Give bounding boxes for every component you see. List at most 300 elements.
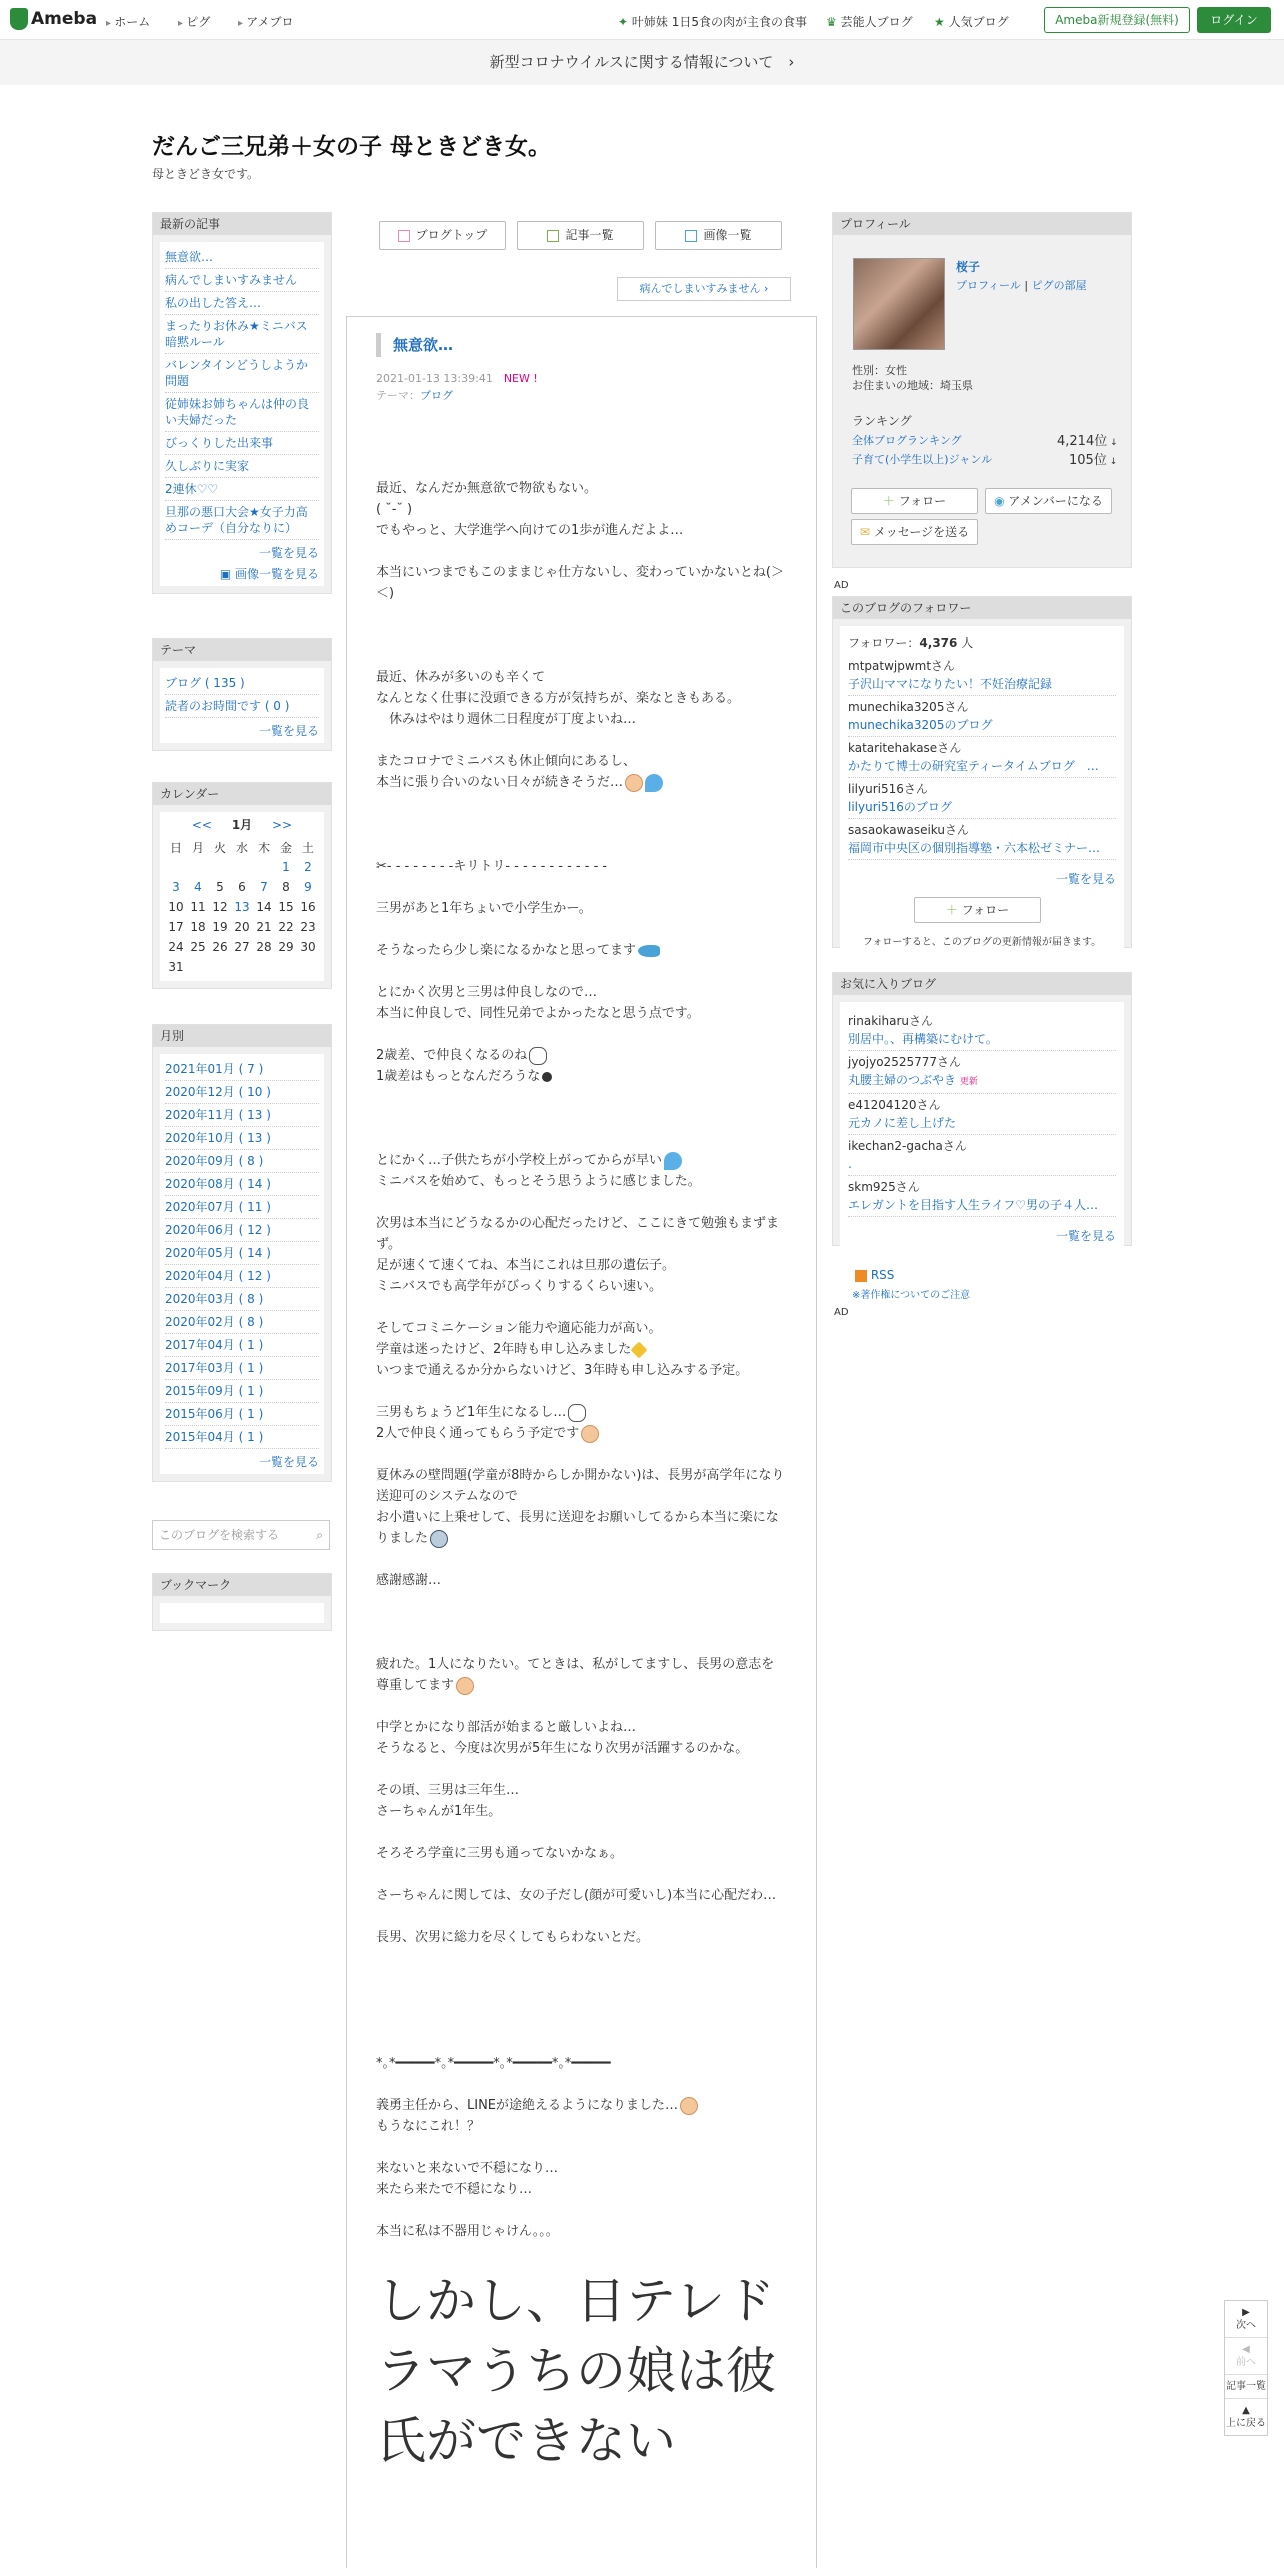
recent-more-link[interactable]: 一覧を見る [258, 546, 319, 560]
follower-blog-link[interactable]: lilyuri516のブログ [848, 800, 952, 814]
recent-post-link[interactable]: 私の出した答え… [165, 292, 319, 315]
tab-article-list[interactable]: 記事一覧 [517, 221, 644, 250]
calendar-body [160, 812, 324, 981]
article-text: 中学とかになり部活が始まると厳しいよね… [376, 1720, 637, 1735]
calendar-day [209, 857, 231, 877]
favorite-blog-link[interactable]: 別居中。、再構築にむけて。 [848, 1032, 998, 1046]
article-text: 最近、休みが多いのも辛くて [376, 670, 546, 685]
followers-more-link[interactable]: 一覧を見る [1055, 872, 1116, 886]
article-line [376, 2116, 786, 2137]
calendar-day: 14 [256, 900, 272, 914]
calendar-day: 20 [234, 920, 250, 934]
follower-blog-link[interactable]: 福岡市中央区の個別指導塾・六本松ゼミナー… [848, 841, 1101, 855]
calendar-weekday: 火 [213, 840, 226, 855]
article-line [376, 1801, 786, 1822]
article-paragraph [376, 625, 786, 646]
follower-row: mtpatwjpwmtさん 子沢山ママになりたい！不妊治療記録 [848, 655, 1116, 696]
play-icon: ▶ [1242, 2307, 1250, 2318]
follow-button[interactable]: ＋ フォロー [851, 488, 978, 514]
calendar-day [187, 857, 209, 877]
article-paragraph [376, 1969, 786, 1990]
article-text: そろそろ学童に三男も通ってないかなぁ。 [376, 1846, 624, 1861]
tab-blog-top[interactable]: ブログトップ [379, 221, 506, 250]
camera-icon [685, 230, 697, 242]
rss-icon [855, 1270, 867, 1282]
article-line [376, 2221, 786, 2242]
calendar-day[interactable]: 7 [260, 880, 268, 894]
calendar-day [231, 957, 253, 977]
follow-note: フォローすると、このブログの更新情報が届きます。 [862, 937, 1102, 948]
article-line [376, 1045, 786, 1066]
paw-emoji-icon [542, 1072, 552, 1082]
recent-post-link[interactable]: バレンタインどうしようか問題 [165, 354, 319, 393]
calendar-day: 12 [212, 900, 228, 914]
article-text: ( ˘-˘ ) [376, 502, 413, 517]
calendar-day: 25 [190, 940, 206, 954]
article-line [376, 1108, 786, 1129]
article-text: 本当に私は不器用じゃけん。。。 [376, 2224, 559, 2239]
recent-post-link[interactable]: 無意欲… [165, 246, 319, 269]
favorite-blog-link[interactable]: 丸腰主婦のつぶやき 更新 [848, 1073, 978, 1087]
article-text: ミニバスでも高学年がびっくりするくらい速い。 [376, 1279, 663, 1294]
monthly-more-link[interactable]: 一覧を見る [258, 1455, 319, 1469]
profile-link[interactable]: プロフィール [956, 279, 1021, 292]
article-paragraph [376, 1570, 786, 1591]
calendar-day: 27 [234, 940, 250, 954]
favorite-row: rinakiharuさん 別居中。、再構築にむけて。 [848, 1010, 1116, 1051]
prev-post-button[interactable]: ◀ 前へ [1225, 2338, 1267, 2375]
article-line [376, 1276, 786, 1297]
follower-row: sasaokawaseikuさん 福岡市中央区の個別指導塾・六本松ゼミナー… [848, 819, 1116, 860]
article-text: とにかく…子供たちが小学校上がってからが早い [376, 1153, 663, 1168]
copyright-note-link[interactable]: ※著作権についてのご注意 [852, 1290, 971, 1301]
article-line [376, 2095, 786, 2116]
profile-links: プロフィール | ピグの部屋 [956, 279, 1087, 292]
cat-emoji-icon [568, 1404, 586, 1422]
nav-ameblo[interactable]: ▸ アメブロ [238, 13, 293, 30]
monthly-link[interactable]: 2017年03月 ( 1 ) [165, 1357, 319, 1380]
chevron-right-icon: › [773, 53, 795, 71]
calendar-grid [165, 837, 319, 977]
article-text: 感謝感謝… [376, 1573, 442, 1588]
favorite-row: jyojyo2525777さん 丸腰主婦のつぶやき 更新 [848, 1051, 1116, 1094]
theme-list [160, 668, 324, 743]
article-text: 2歳差、で仲良くなるのね [376, 1048, 528, 1063]
article-line [376, 1570, 786, 1591]
article-line [376, 1255, 786, 1276]
bookmark-body [160, 1603, 324, 1623]
list-icon [547, 230, 559, 242]
arrow-down-icon: ↓ [1107, 438, 1118, 448]
article-line [376, 1465, 786, 1507]
article-text: 足が速くて速くてね、本当にこれは旦那の遺伝子。 [376, 1258, 676, 1273]
article-paragraph [376, 2221, 786, 2242]
recent-post-link[interactable]: 久しぶりに実家 [165, 455, 319, 478]
calendar-day: 17 [168, 920, 184, 934]
article-paragraph [376, 898, 786, 919]
calendar-prev-link[interactable]: << [191, 818, 212, 832]
article-text: もうなにこれ！？ [376, 2119, 481, 2134]
updated-badge: 更新 [959, 1077, 978, 1087]
article-paragraph [376, 1150, 786, 1192]
profile-gender: 性別：女性 [852, 364, 907, 377]
favorite-blogs-box [832, 972, 1132, 1246]
article-line [376, 1003, 786, 1024]
drop-emoji-icon [664, 1152, 682, 1170]
article-line [376, 814, 786, 835]
article-text: 学童は迷ったけど、2年時も申し込みました [376, 1342, 632, 1357]
follower-row: lilyuri516さん lilyuri516のブログ [848, 778, 1116, 819]
article-line [376, 625, 786, 646]
article-text: 夏休みの壁問題(学童が8時からしか開かない)は、長男が高学年になり送迎可のシステムなので [376, 1468, 785, 1504]
new-badge: NEW ! [503, 372, 538, 385]
face-emoji-icon [680, 2097, 698, 2115]
article-text: 三男もちょうど1年生になるし… [376, 1405, 567, 1420]
image-icon: ▣ [219, 567, 235, 581]
article-paragraph [376, 1465, 786, 1549]
profile-avatar[interactable] [853, 258, 945, 350]
article-line [376, 2158, 786, 2179]
calendar-weekday: 日 [169, 840, 182, 855]
calendar-day: 15 [278, 900, 294, 914]
article-line [376, 856, 786, 877]
article-paragraph [376, 1213, 786, 1297]
cat-emoji-icon [529, 1047, 547, 1065]
article-text: ミニバスを始めて、もっとそう思うように感じました。 [376, 1174, 701, 1189]
article-paragraph [376, 2053, 786, 2074]
article-list-button[interactable]: 記事一覧 [1225, 2375, 1267, 2399]
theme-link[interactable]: ブログ ( 135 ) [165, 672, 319, 695]
calendar-day [187, 957, 209, 977]
article-text: さーちゃんに関しては、女の子だし(顔が可愛いし)本当に心配だわ… [376, 1888, 777, 1903]
article-line [376, 520, 786, 541]
calendar-day: 24 [168, 940, 184, 954]
calendar-day: 29 [278, 940, 294, 954]
article-text: とにかく次男と三男は仲良しなので… [376, 985, 598, 1000]
article-text: 来ないと来ないで不穏になり… [376, 2161, 559, 2176]
recent-post-link[interactable]: びっくりした出来事 [165, 432, 319, 455]
article-paragraph [376, 814, 786, 835]
article-line [376, 1780, 786, 1801]
send-message-button[interactable]: ✉ メッセージを送る [851, 519, 978, 545]
register-button[interactable]: Ameba新規登録(無料) [1044, 7, 1190, 33]
login-button[interactable]: ログイン [1197, 7, 1271, 33]
article-line [376, 940, 786, 961]
blog-description: 母ときどき女です。 [152, 167, 260, 181]
article-paragraph [376, 562, 786, 604]
face-emoji-icon [625, 774, 643, 792]
ghost-emoji-icon [430, 1530, 448, 1548]
ranking-genre-value: 105位 ↓ [1069, 453, 1118, 468]
trend-link[interactable]: ✦ 叶姉妹 1日5食の肉が主食の食事 [618, 15, 807, 29]
calendar-day: 19 [212, 920, 228, 934]
monthly-link[interactable]: 2020年06月 ( 12 ) [165, 1219, 319, 1242]
calendar-day [253, 857, 275, 877]
article-paragraph [376, 2095, 786, 2137]
home-icon [398, 230, 410, 242]
calendar-day: 6 [238, 880, 246, 894]
monthly-link[interactable]: 2020年12月 ( 10 ) [165, 1081, 319, 1104]
article-text: そうなったら少し楽になるかなと思ってます [376, 943, 637, 958]
article-title[interactable]: 無意欲… [376, 333, 453, 357]
back-to-top-button[interactable]: ▲ 上に戻る [1226, 2405, 1266, 2429]
recent-post-link[interactable]: 旦那の悪口大会★女子力高めコーデ（自分なりに） [165, 501, 319, 540]
article-paragraph [376, 1843, 786, 1864]
article-text: そしてコミニケーション能力や適応能力が高い。 [376, 1321, 662, 1336]
monthly-link[interactable]: 2020年09月 ( 8 ) [165, 1150, 319, 1173]
recent-posts-box [152, 212, 332, 594]
face-emoji-icon [581, 1425, 599, 1443]
article-text: ✂︎- - - - - - - -キリトリ- - - - - - - - - - - - [376, 859, 608, 874]
monthly-link[interactable]: 2020年04月 ( 12 ) [165, 1265, 319, 1288]
calendar-next-link[interactable]: >> [272, 818, 293, 832]
calendar-day: 23 [300, 920, 316, 934]
article-body [376, 478, 786, 2476]
calendar-day: 21 [256, 920, 272, 934]
article-text: さーちゃんが1年生。 [376, 1804, 502, 1819]
article-paragraph [376, 1780, 786, 1822]
recent-post-link[interactable]: 病んでしまいすみません [165, 269, 319, 292]
article-paragraph [376, 667, 786, 730]
article-line [376, 478, 786, 499]
article-line [376, 499, 786, 520]
article-text: 本当に仲良しで、同性兄弟でよかったなと思う点です。 [376, 1006, 700, 1021]
plus-icon: ＋ [945, 903, 962, 917]
calendar-day[interactable]: 3 [172, 880, 180, 894]
monthly-link[interactable]: 2020年02月 ( 8 ) [165, 1311, 319, 1334]
monthly-link[interactable]: 2015年04月 ( 1 ) [165, 1426, 319, 1449]
article-line [376, 982, 786, 1003]
theme-link[interactable]: 読者のお時間です ( 0 ) [165, 695, 319, 718]
calendar-day: 5 [216, 880, 224, 894]
calendar-day: 28 [256, 940, 272, 954]
article-line [376, 709, 786, 730]
follower-blog-link[interactable]: 子沢山ママになりたい！不妊治療記録 [848, 677, 1053, 691]
next-post-button[interactable]: ▶ 次へ [1225, 2301, 1267, 2338]
profile-area: お住まいの地域：埼玉県 [852, 379, 973, 392]
blog-title[interactable]: だんご三兄弟＋女の子 母ときどき女。 [152, 134, 552, 160]
face-emoji-icon [456, 1677, 474, 1695]
monthly-header: 月別 [153, 1025, 331, 1047]
monthly-link[interactable]: 2020年10月 ( 13 ) [165, 1127, 319, 1150]
recent-post-link[interactable]: まったりお休み★ミニバス暗黙ルール [165, 315, 319, 354]
recent-posts-header: 最新の記事 [153, 213, 331, 235]
calendar-day [275, 957, 297, 977]
calendar-day: 18 [190, 920, 206, 934]
monthly-link[interactable]: 2015年09月 ( 1 ) [165, 1380, 319, 1403]
article-line [376, 772, 786, 793]
celebrity-blog-link[interactable]: ♛ 芸能人ブログ [826, 15, 913, 29]
follow-cta [848, 887, 1116, 933]
monthly-link[interactable]: 2020年11月 ( 13 ) [165, 1104, 319, 1127]
article-paragraph [376, 478, 786, 541]
calendar-day[interactable]: 4 [194, 880, 202, 894]
bookmark-header: ブックマーク [153, 1574, 331, 1596]
article-line [376, 1360, 786, 1381]
monthly-link[interactable]: 2017年04月 ( 1 ) [165, 1334, 319, 1357]
covid-info-banner[interactable]: 新型コロナウイルスに関する情報について › [0, 40, 1284, 85]
arrow-up-icon: ▲ [1242, 2405, 1250, 2416]
spark-emoji-icon [631, 1341, 648, 1358]
back-icon: ◀ [1242, 2344, 1250, 2355]
article-line [376, 667, 786, 688]
article-paragraph [376, 2158, 786, 2200]
ad-label: AD [834, 1307, 849, 1318]
favorite-blog-link[interactable]: . [848, 1157, 852, 1171]
article-text: なんとなく仕事に没頭できる方が気持ちが、楽なときもある。 [376, 691, 741, 706]
article-line [376, 751, 786, 772]
profile-name[interactable]: 桜子 [956, 260, 981, 274]
follower-blog-link[interactable]: かたりて博士の研究室ティータイムブログ … [848, 759, 1099, 773]
follower-blog-link[interactable]: munechika3205のブログ [848, 718, 993, 732]
favorite-row: ikechan2-gachaさん . [848, 1135, 1116, 1176]
blog-search-input[interactable]: このブログを検索する ⌕ [152, 1520, 330, 1550]
followers-body [840, 626, 1124, 956]
calendar-weekday: 水 [235, 840, 248, 855]
calendar-day [297, 957, 319, 977]
monthly-link[interactable]: 2020年05月 ( 14 ) [165, 1242, 319, 1265]
article-line [376, 688, 786, 709]
article-line [376, 1423, 786, 1444]
profile-header: プロフィール [833, 213, 1131, 235]
article-paragraph [376, 1612, 786, 1633]
calendar-day [253, 957, 275, 977]
article-theme: テーマ：ブログ [376, 389, 453, 402]
article-side-nav [1224, 2300, 1268, 2436]
global-header [0, 0, 1284, 40]
article-line [376, 1885, 786, 1906]
calendar-day: 11 [190, 900, 206, 914]
article-text: 長男、次男に総力を尽くしてもらわないとだ。 [376, 1930, 650, 1945]
fish-emoji-icon [638, 945, 660, 957]
bookmark-box [152, 1573, 332, 1631]
mail-icon: ✉ [859, 525, 874, 539]
article-line [376, 1717, 786, 1738]
monthly-link[interactable]: 2020年03月 ( 8 ) [165, 1288, 319, 1311]
nav-pigg[interactable]: ▸ ピグ [178, 13, 210, 30]
calendar-day: 31 [168, 960, 184, 974]
favorites-more-link[interactable]: 一覧を見る [1055, 1229, 1116, 1243]
favorite-blog-link[interactable]: 元カノに差し上げた [848, 1116, 957, 1130]
previous-post-button[interactable]: 病んでしまいすみません › [617, 277, 791, 301]
theme-more-link[interactable]: 一覧を見る [258, 724, 319, 738]
leaf-icon: ✦ [618, 15, 632, 29]
rss-link[interactable]: RSS [855, 1268, 894, 1282]
theme-header: テーマ [153, 639, 331, 661]
calendar-weekday: 月 [191, 840, 204, 855]
popular-blog-link[interactable]: ★ 人気ブログ [934, 15, 1009, 29]
article-text: お小遣いに上乗せして、長男に送迎をお願いしてるから本当に楽になりました [376, 1510, 779, 1546]
ranking-title: ランキング [852, 414, 912, 428]
calendar-day: 16 [300, 900, 316, 914]
star-icon: ★ [934, 15, 949, 29]
article-paragraph [376, 1654, 786, 1696]
images-more-link[interactable]: ▣ 画像一覧を見る [219, 567, 319, 581]
article-line [376, 1150, 786, 1171]
search-icon[interactable]: ⌕ [316, 1528, 323, 1542]
article-line [376, 2053, 786, 2074]
article-line [376, 562, 786, 604]
article-text: 休みはやはり週休二日程度が丁度よいね… [376, 712, 637, 727]
article-line [376, 1507, 786, 1549]
article-line [376, 1612, 786, 1633]
monthly-link[interactable]: 2021年01月 ( 7 ) [165, 1058, 319, 1081]
ameba-logo-icon [10, 8, 28, 30]
article-text: 1歳差はもっとなんだろうな [376, 1069, 541, 1084]
nav-home[interactable]: ▸ ホーム [106, 13, 150, 30]
amember-button[interactable]: ◉ アメンバーになる [985, 488, 1112, 514]
calendar-day: 22 [278, 920, 294, 934]
recent-posts-list [160, 242, 324, 586]
calendar-day[interactable]: 9 [304, 880, 312, 894]
tab-image-list[interactable]: 画像一覧 [655, 221, 782, 250]
favorites-header: お気に入りブログ [833, 973, 1131, 995]
article-paragraph [376, 1108, 786, 1129]
article-line [376, 1066, 786, 1087]
article-date: 2021-01-13 13:39:41 NEW ! [376, 372, 538, 385]
article-text: でもやっと、大学進学へ向けての1歩が進んだよよ… [376, 523, 684, 538]
article-paragraph [376, 751, 786, 793]
article-line [376, 1969, 786, 1990]
follower-row: munechika3205さん munechika3205のブログ [848, 696, 1116, 737]
article-line [376, 1171, 786, 1192]
recent-post-link[interactable]: 2連休♡♡ [165, 478, 319, 501]
calendar-day[interactable]: 13 [234, 900, 250, 914]
article-text: そうなると、今度は次男が5年生になり次男が活躍するのかな。 [376, 1741, 749, 1756]
ranking-genre-link[interactable]: 子育て(小学生以上)ジャンル [852, 453, 993, 466]
monthly-list [160, 1054, 324, 1474]
calendar-day[interactable]: 1 [282, 860, 290, 874]
calendar-day [165, 857, 187, 877]
calendar-day: 10 [168, 900, 184, 914]
article-text: いつまで通えるか分からないけど、3年時も申し込みする予定。 [376, 1363, 749, 1378]
article-paragraph [376, 856, 786, 877]
article-text: 三男があと1年ちょいで小学生かー。 [376, 901, 592, 916]
article-text: 義勇主任から、LINEが途絶えるようになりました… [376, 2098, 679, 2113]
article-text: 疲れた。1人になりたい。てときは、私がしてますし、長男の意志を尊重してます [376, 1657, 775, 1693]
pigg-room-link[interactable]: ピグの部屋 [1031, 279, 1087, 292]
recent-post-link[interactable]: 従姉妹お姉ちゃんは仲の良い夫婦だった [165, 393, 319, 432]
article-text: またコロナでミニバスも休止傾向にあるし、 [376, 754, 637, 769]
ameba-logo[interactable]: Ameba [10, 8, 97, 30]
article-theme-link[interactable]: ブログ [420, 389, 453, 402]
article-line [376, 1402, 786, 1423]
monthly-link[interactable]: 2020年08月 ( 14 ) [165, 1173, 319, 1196]
favorite-blog-link[interactable]: エレガントを目指す人生ライフ♡男の子４人… [848, 1198, 1099, 1212]
theme-box [152, 638, 332, 751]
ranking-overall-link[interactable]: 全体ブログランキング [852, 434, 962, 447]
follower-count: フォロワー：4,376 人 [848, 636, 974, 650]
followers-header: このブログのフォロワー [833, 597, 1131, 619]
plus-icon: ＋ [882, 494, 899, 508]
article-line [376, 1339, 786, 1360]
article-paragraph [376, 1318, 786, 1381]
follow-button-2[interactable]: ＋ フォロー [914, 897, 1041, 923]
article-text: 最近、なんだか無意欲で物欲もない。 [376, 481, 598, 496]
favorites-body [840, 1002, 1124, 1252]
chevron-right-icon: › [760, 282, 769, 295]
article-line [376, 1213, 786, 1255]
calendar-weekday: 土 [301, 840, 314, 855]
calendar-day[interactable]: 2 [304, 860, 312, 874]
monthly-link[interactable]: 2020年07月 ( 11 ) [165, 1196, 319, 1219]
calendar-day: 26 [212, 940, 228, 954]
crown-icon: ♛ [826, 15, 841, 29]
article-paragraph [376, 1927, 786, 1948]
favorite-row: e41204120さん 元カノに差し上げた [848, 1094, 1116, 1135]
monthly-link[interactable]: 2015年06月 ( 1 ) [165, 1403, 319, 1426]
calendar-day [209, 957, 231, 977]
